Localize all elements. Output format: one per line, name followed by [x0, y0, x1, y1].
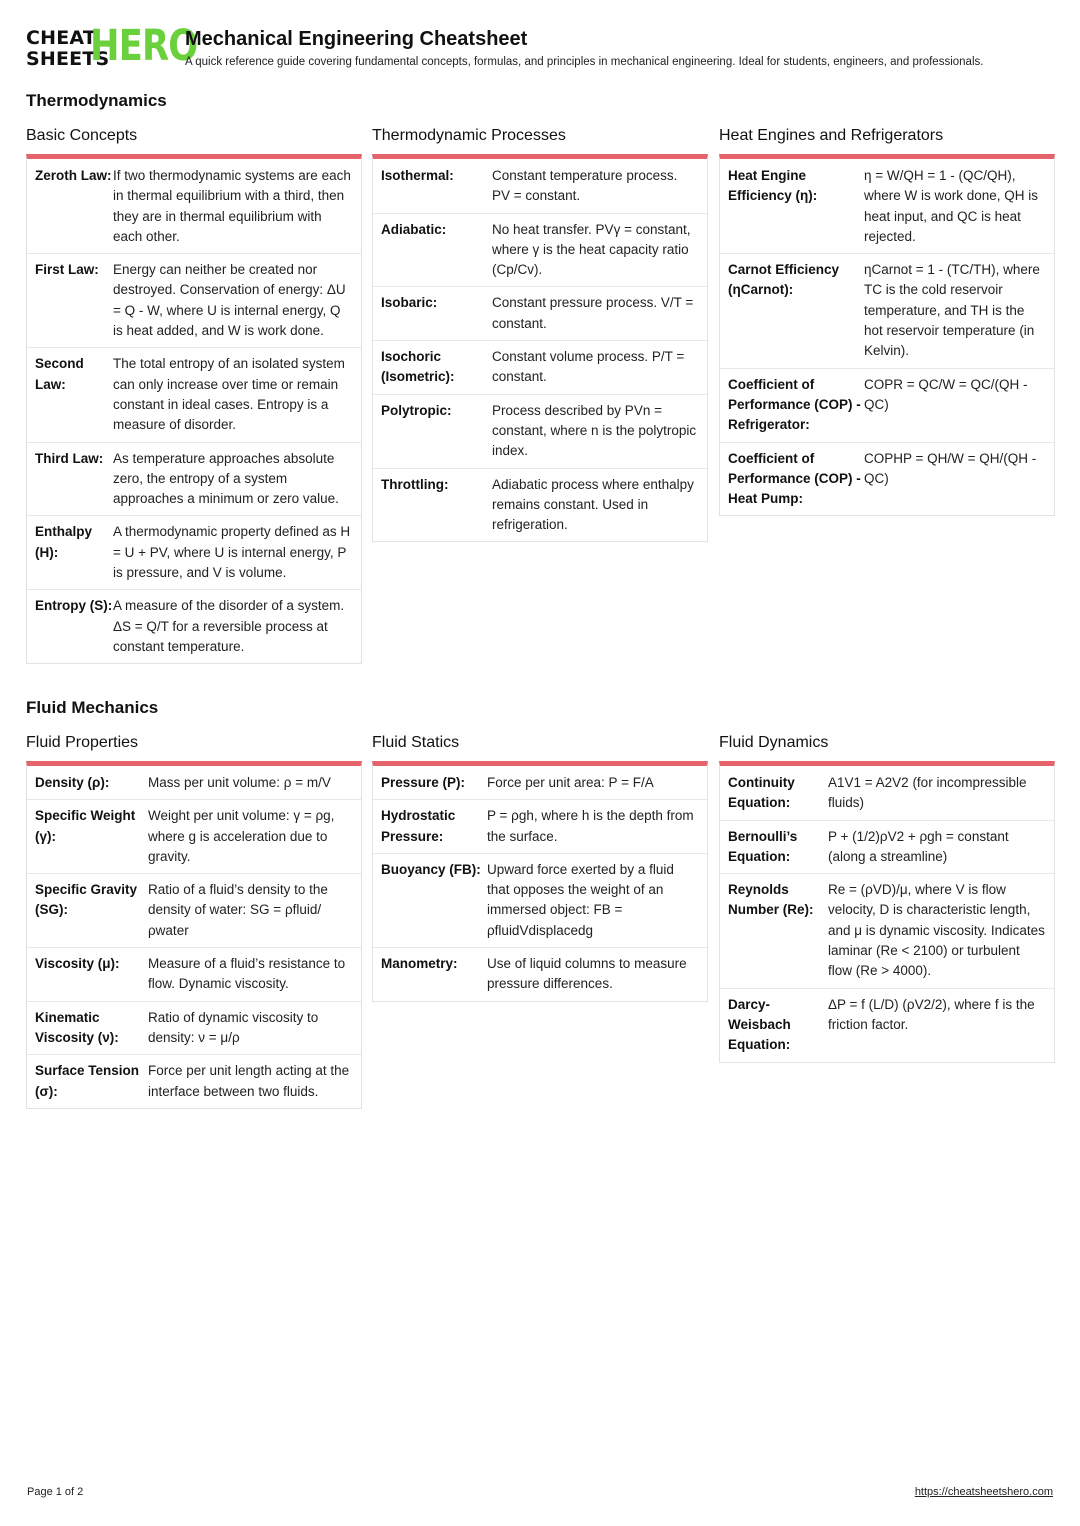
row-definition: Force per unit area: P = F/A [487, 775, 654, 790]
cheatsheetshero-logo[interactable] [26, 21, 198, 71]
row-definition: Ratio of a fluid’s density to the density of water: SG = ρfluid/ ρwater [148, 882, 328, 938]
row-term: Buoyancy (FB): [381, 861, 481, 877]
table-row [720, 820, 1054, 874]
reference-table [372, 154, 708, 542]
row-definition: A1V1 = A2V2 (for incompressible fluids) [828, 775, 1027, 811]
table-row [720, 368, 1054, 442]
row-definition: Constant pressure process. V/T = constant. [492, 295, 694, 331]
row-definition: η = W/QH = 1 - (QC/QH), where W is work done, QH is heat input, and QC is heat rejected. [864, 168, 1039, 244]
table-row [720, 766, 1054, 820]
row-definition: COPR = QC/W = QC/(QH - QC) [864, 376, 1028, 412]
site-link[interactable]: https://cheatsheetshero.com [914, 1486, 1053, 1498]
row-term: Specific Weight (γ): [35, 808, 136, 844]
table-row [373, 213, 707, 287]
row-definition: The total entropy of an isolated system can only increase over time or remain constant in ideal cases. Entropy is a measure of disorder. [113, 356, 345, 433]
column-title: Heat Engines and Refrigerators [719, 127, 944, 144]
table-row [27, 1054, 361, 1108]
row-term: Isochoric (Isometric): [381, 349, 455, 385]
row-term: Surface Tension (σ): [35, 1063, 140, 1099]
table-row [373, 468, 707, 542]
reference-table [372, 761, 708, 1002]
column-fluid-dynamics [719, 734, 1055, 1063]
row-term: Coefficient of Performance (COP) - Refrigerator: [728, 376, 861, 433]
row-definition: If two thermodynamic systems are each in thermal equilibrium with a third, then they are in thermal equilibrium with each other. [113, 168, 351, 244]
table-row [27, 159, 361, 253]
section-title-fluid-mechanics: Fluid Mechanics [26, 698, 159, 717]
reference-table [719, 761, 1055, 1063]
table-row [720, 873, 1054, 987]
row-term: Continuity Equation: [728, 775, 795, 811]
column-title: Fluid Statics [372, 734, 460, 751]
row-definition: Constant temperature process. PV = constant. [492, 168, 678, 204]
row-definition: Adiabatic process where enthalpy remains constant. Used in refrigeration. [492, 476, 694, 533]
row-term: Adiabatic: [381, 221, 447, 237]
row-definition: P = ρgh, where h is the depth from the surface. [487, 808, 694, 844]
row-definition: Upward force exerted by a fluid that opposes the weight of an immersed object: FB = ρfluidVdisplacedg [487, 861, 674, 938]
section-title-thermodynamics: Thermodynamics [26, 91, 167, 110]
table-row [373, 799, 707, 853]
table-row [27, 589, 361, 663]
row-definition: ΔP = f (L/D) (ρV2/2), where f is the friction factor. [828, 996, 1035, 1032]
row-definition: Force per unit length acting at the interface between two fluids. [148, 1063, 350, 1099]
table-row [720, 159, 1054, 253]
row-term: Viscosity (μ): [35, 956, 120, 972]
reference-table [26, 154, 362, 664]
column-title: Thermodynamic Processes [372, 127, 566, 144]
row-term: Enthalpy (H): [35, 524, 93, 560]
column-fluid-statics [372, 734, 708, 1002]
row-term: Specific Gravity (SG): [35, 882, 138, 918]
row-definition: Measure of a fluid’s resistance to flow. Dynamic viscosity. [148, 956, 346, 992]
row-term: Heat Engine Efficiency (η): [728, 168, 818, 204]
row-definition: Weight per unit volume: γ = ρg, where g is acceleration due to gravity. [148, 808, 335, 864]
table-row [373, 394, 707, 468]
table-row [373, 853, 707, 947]
row-term: Hydrostatic Pressure: [381, 808, 456, 844]
row-term: Second Law: [35, 356, 84, 392]
page-title: Mechanical Engineering Cheatsheet [185, 28, 528, 50]
row-definition: P + (1/2)ρV2 + ρgh = constant (along a streamline) [828, 828, 1009, 864]
table-row [27, 515, 361, 589]
row-term: Density (ρ): [35, 775, 110, 790]
reference-table [719, 154, 1055, 516]
row-term: Carnot Efficiency (ηCarnot): [728, 262, 840, 298]
table-row [373, 159, 707, 213]
logo-hero: HERO [90, 21, 198, 71]
row-term: Bernoulli’s Equation: [728, 828, 798, 864]
table-row [27, 947, 361, 1001]
row-definition: COPHP = QH/W = QH/(QH - QC) [864, 450, 1037, 486]
row-term: Third Law: [35, 450, 104, 466]
row-definition: No heat transfer. PVγ = constant, where γ is the heat capacity ratio (Cp/Cv). [492, 221, 691, 278]
row-term: Manometry: [381, 956, 458, 972]
row-term: Kinematic Viscosity (ν): [35, 1009, 119, 1045]
table-row [27, 799, 361, 873]
column-fluid-properties [26, 734, 362, 1109]
row-definition: Energy can neither be created nor destroyed. Conservation of energy: ΔU = Q - W, where U is internal energy, Q is heat added, and W is work done. [113, 262, 346, 339]
logo-sheets: SHEETS [26, 48, 110, 70]
column-title: Fluid Properties [26, 734, 139, 751]
table-row [27, 253, 361, 347]
table-row [720, 442, 1054, 516]
table-row [27, 766, 361, 799]
row-term: Isothermal: [381, 168, 454, 183]
row-definition: Re = (ρVD)/μ, where V is flow velocity, D is characteristic length, and μ is dynamic viscosity. Indicates laminar (Re < 2100) or turbulent flow (Re > 4000). [828, 882, 1045, 979]
row-term: Throttling: [381, 476, 449, 492]
page-subtitle: A quick reference guide covering fundamental concepts, formulas, and principles in mechanical engineering. Ideal for students, engineers, and professionals. [185, 56, 984, 68]
table-row [373, 340, 707, 394]
row-term: Entropy (S): [35, 598, 113, 614]
row-definition: Mass per unit volume: ρ = m/V [148, 775, 331, 790]
table-row [373, 947, 707, 1001]
table-row [720, 988, 1054, 1062]
row-definition: Use of liquid columns to measure pressure differences. [487, 956, 687, 992]
table-row [373, 766, 707, 799]
row-term: Pressure (P): [381, 775, 466, 790]
row-definition: ηCarnot = 1 - (TC/TH), where TC is the cold reservoir temperature, and TH is the hot reservoir temperature (in Kelvin). [864, 262, 1040, 359]
column-thermodynamic-processes [372, 127, 708, 542]
column-heat-engines [719, 127, 1055, 516]
table-row [373, 286, 707, 340]
row-term: Polytropic: [381, 402, 452, 418]
table-row [27, 873, 361, 947]
column-title: Fluid Dynamics [719, 734, 829, 751]
row-term: Zeroth Law: [35, 168, 112, 183]
table-row [27, 1001, 361, 1055]
column-title: Basic Concepts [26, 127, 138, 144]
table-row [27, 442, 361, 516]
row-term: Isobaric: [381, 295, 438, 311]
row-definition: Constant volume process. P/T = constant. [492, 349, 685, 385]
row-definition: Process described by PVn = constant, where n is the polytropic index. [492, 402, 697, 459]
column-basic-concepts [26, 127, 362, 664]
page-number: Page 1 of 2 [27, 1486, 84, 1498]
logo-cheat: CHEAT [26, 27, 97, 49]
table-row [27, 347, 361, 441]
row-term: Coefficient of Performance (COP) - Heat Pump: [728, 450, 861, 507]
reference-table [26, 761, 362, 1109]
row-definition: As temperature approaches absolute zero, the entropy of a system approaches a minimum or zero value. [113, 450, 339, 507]
page-header [26, 21, 1054, 73]
row-term: Darcy-Weisbach Equation: [728, 996, 791, 1053]
row-term: Reynolds Number (Re): [728, 882, 814, 918]
table-row [720, 253, 1054, 367]
row-definition: A thermodynamic property defined as H = U + PV, where U is internal energy, P is pressure, and V is volume. [113, 524, 351, 581]
row-definition: Ratio of dynamic viscosity to density: ν = μ/ρ [148, 1009, 319, 1045]
row-term: First Law: [35, 262, 99, 278]
row-definition: A measure of the disorder of a system. ΔS = Q/T for a reversible process at constant temperature. [113, 598, 345, 654]
